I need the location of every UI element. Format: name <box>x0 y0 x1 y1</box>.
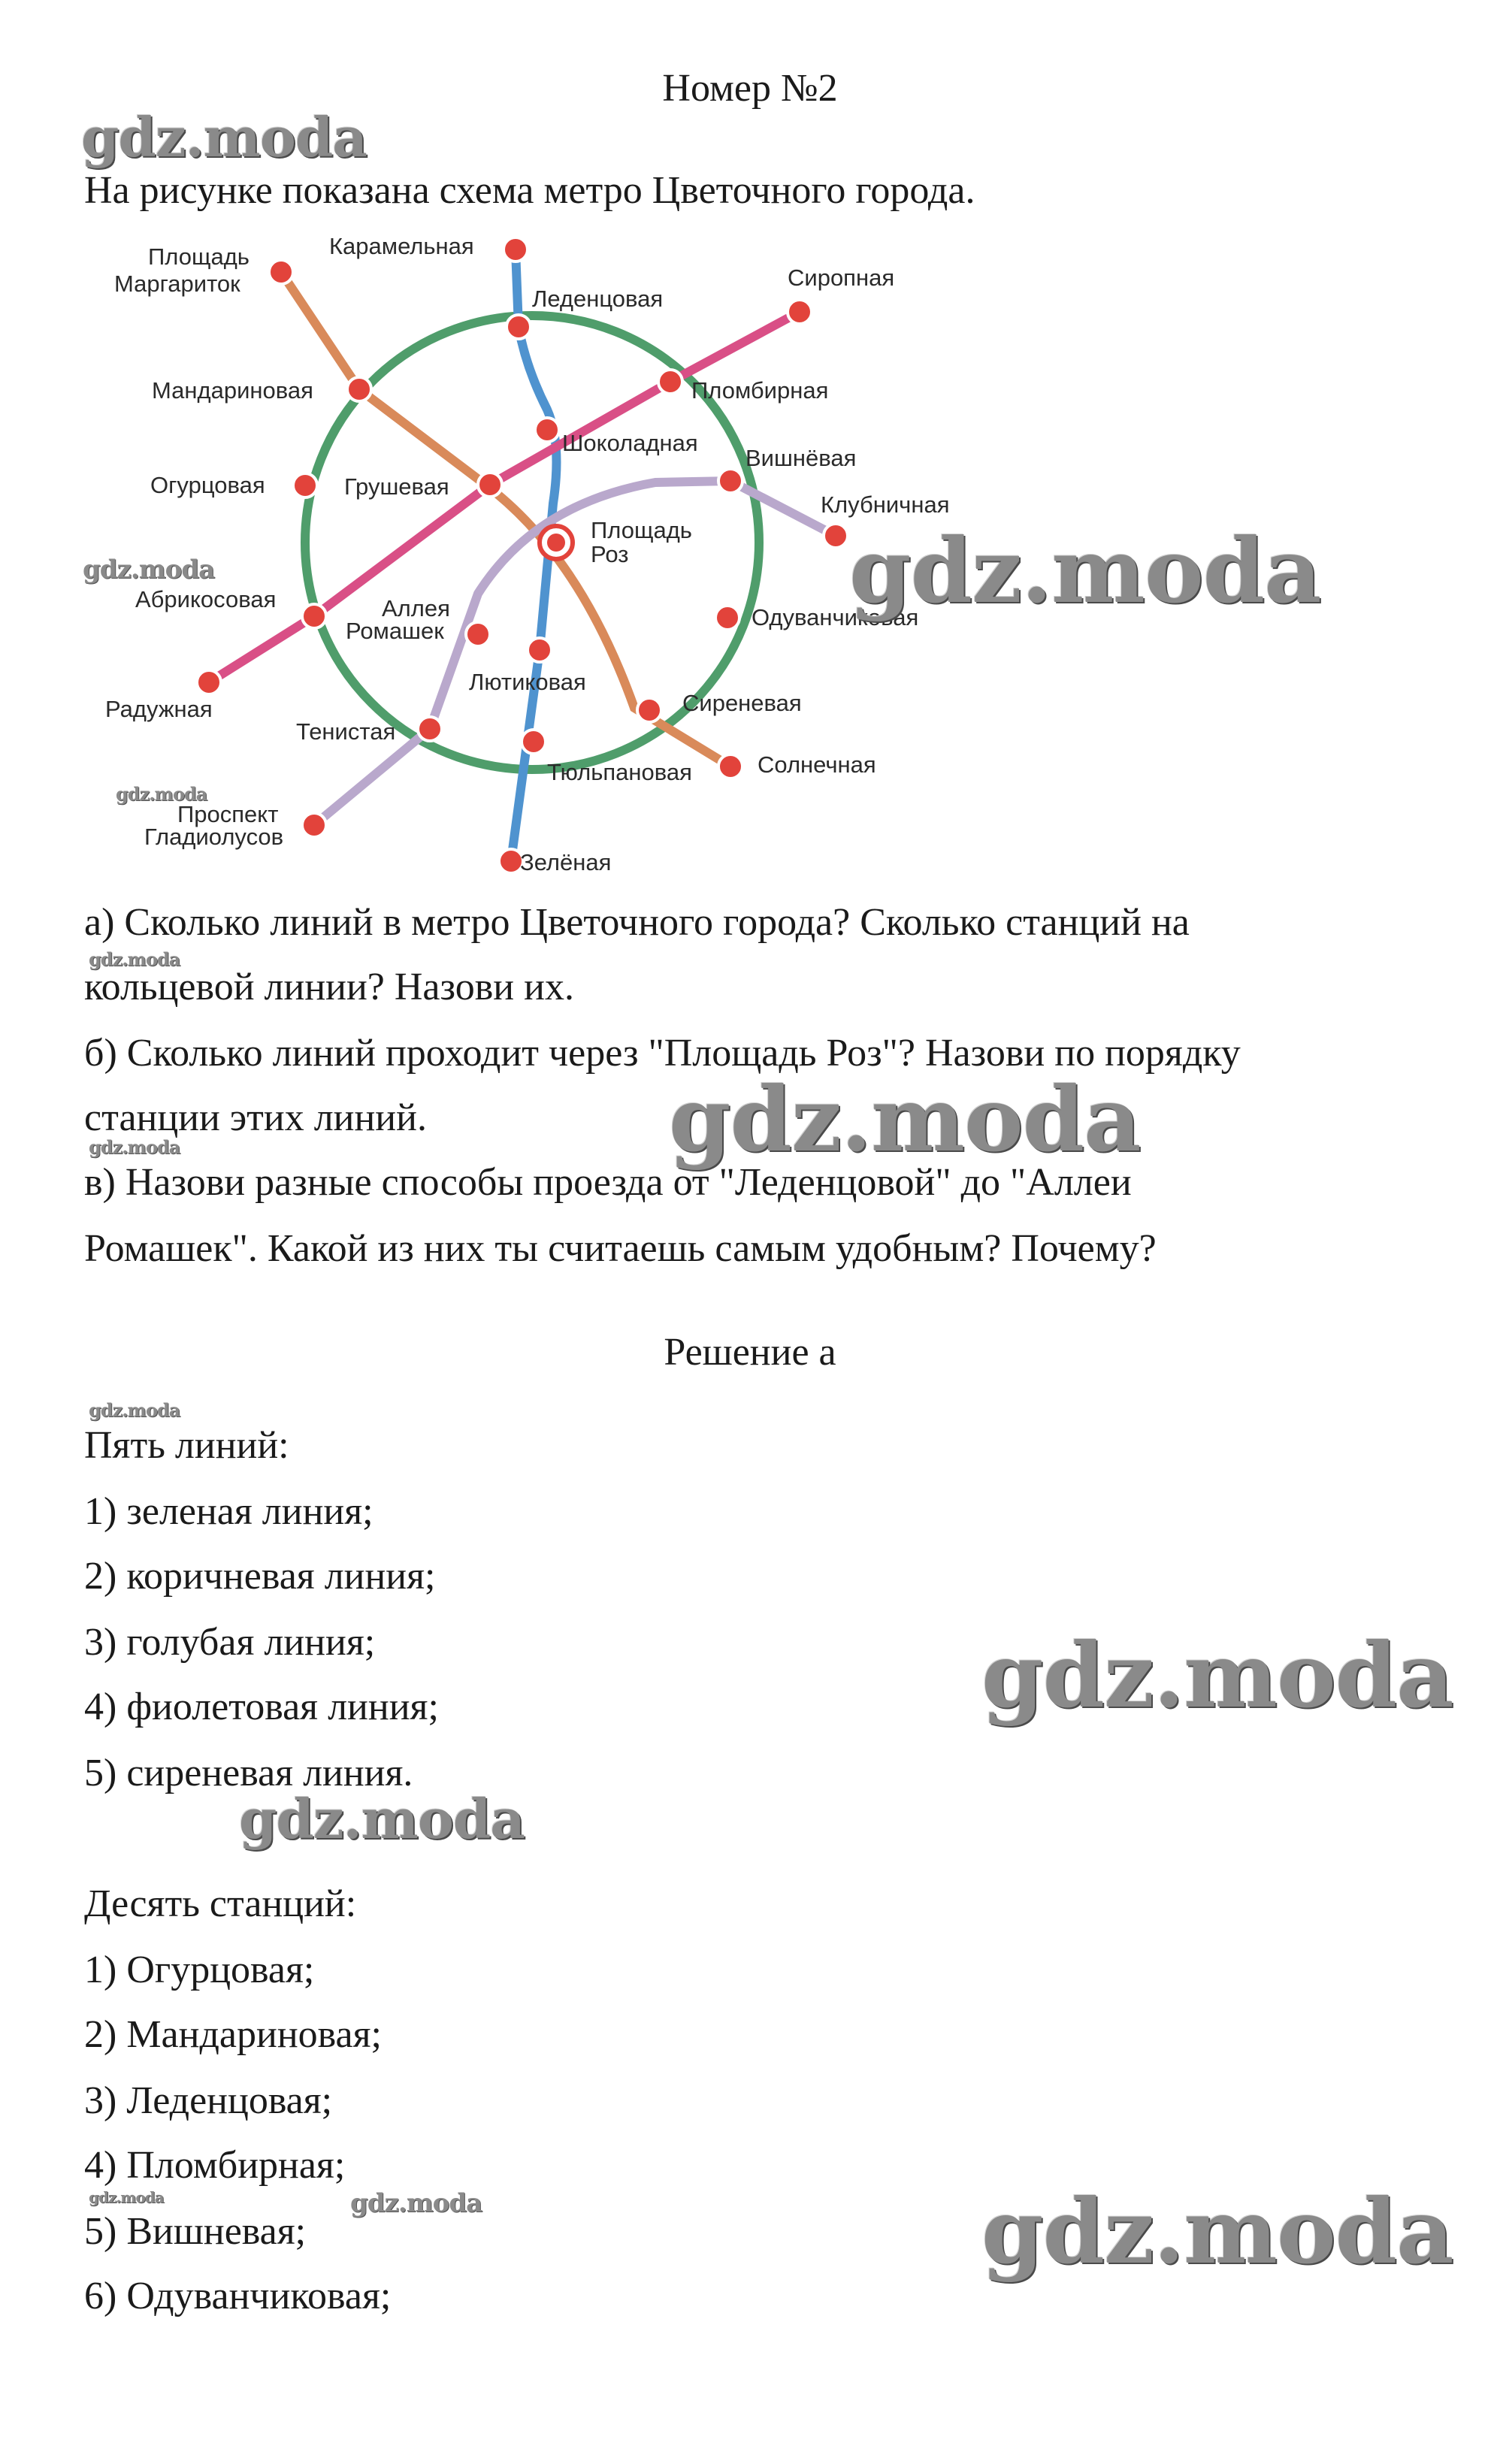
question-c-line1: в) Назови разные способы проезда от "Леденцовой" до "Аллеи <box>84 1161 1132 1204</box>
question-a-line1: а) Сколько линий в метро Цветочного города? Сколько станций на <box>84 901 1190 944</box>
label-klubnichnaya: Клубничная <box>821 491 950 518</box>
watermark: gdz.moda <box>89 1136 180 1158</box>
watermark: gdz.moda <box>849 518 1321 623</box>
watermark: gdz.moda <box>83 555 215 585</box>
list-item: 3) голубая линия; <box>84 1621 376 1664</box>
list-item: 6) Одуванчиковая; <box>84 2275 392 2317</box>
station-klubnichnaya <box>824 524 848 548</box>
station-grushevaya <box>478 473 502 497</box>
watermark: gdz.moda <box>116 783 207 805</box>
watermark: gdz.moda <box>89 2188 164 2206</box>
label-vishnevaya: Вишнёвая <box>745 445 857 471</box>
station-tyulpanovaya <box>522 730 546 754</box>
page-title: Номер №2 <box>662 67 838 110</box>
station-ploshchad-margaritok <box>269 260 293 284</box>
station-ledentsovaya <box>507 315 531 339</box>
station-raduzhnaya <box>197 670 221 694</box>
label-solnechnaya: Солнечная <box>758 751 876 778</box>
watermark: gdz.moda <box>81 105 367 169</box>
label-sirenevaya: Сиреневая <box>682 690 802 716</box>
station-shokoladnaya <box>535 418 559 442</box>
label-ledentsovaya: Леденцовая <box>532 286 664 312</box>
station-siropnaya <box>788 300 812 324</box>
label-ploshchad-margaritok-2: Маргариток <box>114 271 240 297</box>
station-solnechnaya <box>718 754 742 779</box>
station-karamelnaya <box>504 237 528 262</box>
label-mandarinovaya: Мандариновая <box>152 377 313 404</box>
label-tenistaya: Тенистая <box>296 718 396 745</box>
station-tenistaya <box>418 717 442 741</box>
list-item: 5) Вишневая; <box>84 2210 307 2253</box>
list-item: 3) Леденцовая; <box>84 2079 333 2122</box>
label-ogurtsovaya: Огурцовая <box>150 472 265 498</box>
watermark: gdz.moda <box>89 948 180 970</box>
station-prospekt-gladiolusov <box>302 813 326 837</box>
stations-title: Десять станций: <box>84 1882 357 1925</box>
label-tyulpanovaya: Тюльпановая <box>547 759 692 785</box>
watermark: gdz.moda <box>89 1399 180 1421</box>
intro-text: На рисунке показана схема метро Цветочного города. <box>84 169 975 212</box>
list-item: 1) зеленая линия; <box>84 1490 373 1533</box>
metro-map <box>84 218 971 894</box>
label-ploshchad-roz-1: Площадь <box>591 517 692 543</box>
solution-heading: Решение а <box>664 1331 836 1374</box>
label-grushevaya: Грушевая <box>344 473 449 500</box>
list-item: 2) Мандариновая; <box>84 2013 382 2056</box>
label-plombirnaya: Пломбирная <box>691 377 829 404</box>
watermark: gdz.moda <box>669 1067 1141 1172</box>
station-oduvanchikovaya <box>715 606 739 630</box>
label-shokoladnaya: Шоколадная <box>562 430 698 456</box>
lines-title: Пять линий: <box>84 1424 289 1467</box>
label-ploshchad-margaritok-1: Площадь <box>148 243 249 270</box>
station-vishnevaya <box>718 469 742 493</box>
watermark: gdz.moda <box>981 1623 1453 1728</box>
watermark: gdz.moda <box>981 2179 1453 2284</box>
station-sirenevaya <box>637 698 661 722</box>
label-alleya-romashek-1: Аллея <box>382 595 450 621</box>
list-item: 4) Пломбирная; <box>84 2144 346 2187</box>
list-item: 5) сиреневая линия. <box>84 1752 413 1794</box>
station-plombirnaya <box>658 370 682 394</box>
list-item: 4) фиолетовая линия; <box>84 1685 439 1728</box>
label-alleya-romashek-2: Ромашек <box>346 618 444 644</box>
watermark: gdz.moda <box>350 2188 482 2218</box>
label-siropnaya: Сиропная <box>788 265 895 291</box>
station-abrikosovaya <box>302 604 326 628</box>
station-ogurtsovaya <box>293 473 317 497</box>
station-ploshchad-roz <box>547 534 565 552</box>
station-lyutikovaya <box>528 638 552 662</box>
watermark: gdz.moda <box>239 1787 525 1851</box>
question-c-line2: Ромашек". Какой из них ты считаешь самым удобным? Почему? <box>84 1227 1157 1270</box>
label-oduvanchikovaya: Одуванчиковая <box>752 604 919 630</box>
station-mandarinovaya <box>347 377 371 401</box>
label-prospekt-gladiolusov-1: Проспект <box>177 801 279 827</box>
label-karamelnaya: Карамельная <box>329 233 474 259</box>
label-zelenaya: Зелёная <box>520 849 612 875</box>
question-a-line2: кольцевой линии? Назови их. <box>84 966 574 1008</box>
station-alleya-romashek <box>466 622 490 646</box>
label-lyutikovaya: Лютиковая <box>469 669 586 695</box>
question-b-line1: б) Сколько линий проходит через "Площадь Роз"? Назови по порядку <box>84 1032 1241 1075</box>
label-prospekt-gladiolusov-2: Гладиолусов <box>144 824 284 850</box>
label-abrikosovaya: Абрикосовая <box>135 586 277 612</box>
label-ploshchad-roz-2: Роз <box>591 541 629 567</box>
label-raduzhnaya: Радужная <box>105 696 213 722</box>
list-item: 1) Огурцовая; <box>84 1949 315 1991</box>
question-b-line2: станции этих линий. <box>84 1096 427 1139</box>
list-item: 2) коричневая линия; <box>84 1555 436 1598</box>
